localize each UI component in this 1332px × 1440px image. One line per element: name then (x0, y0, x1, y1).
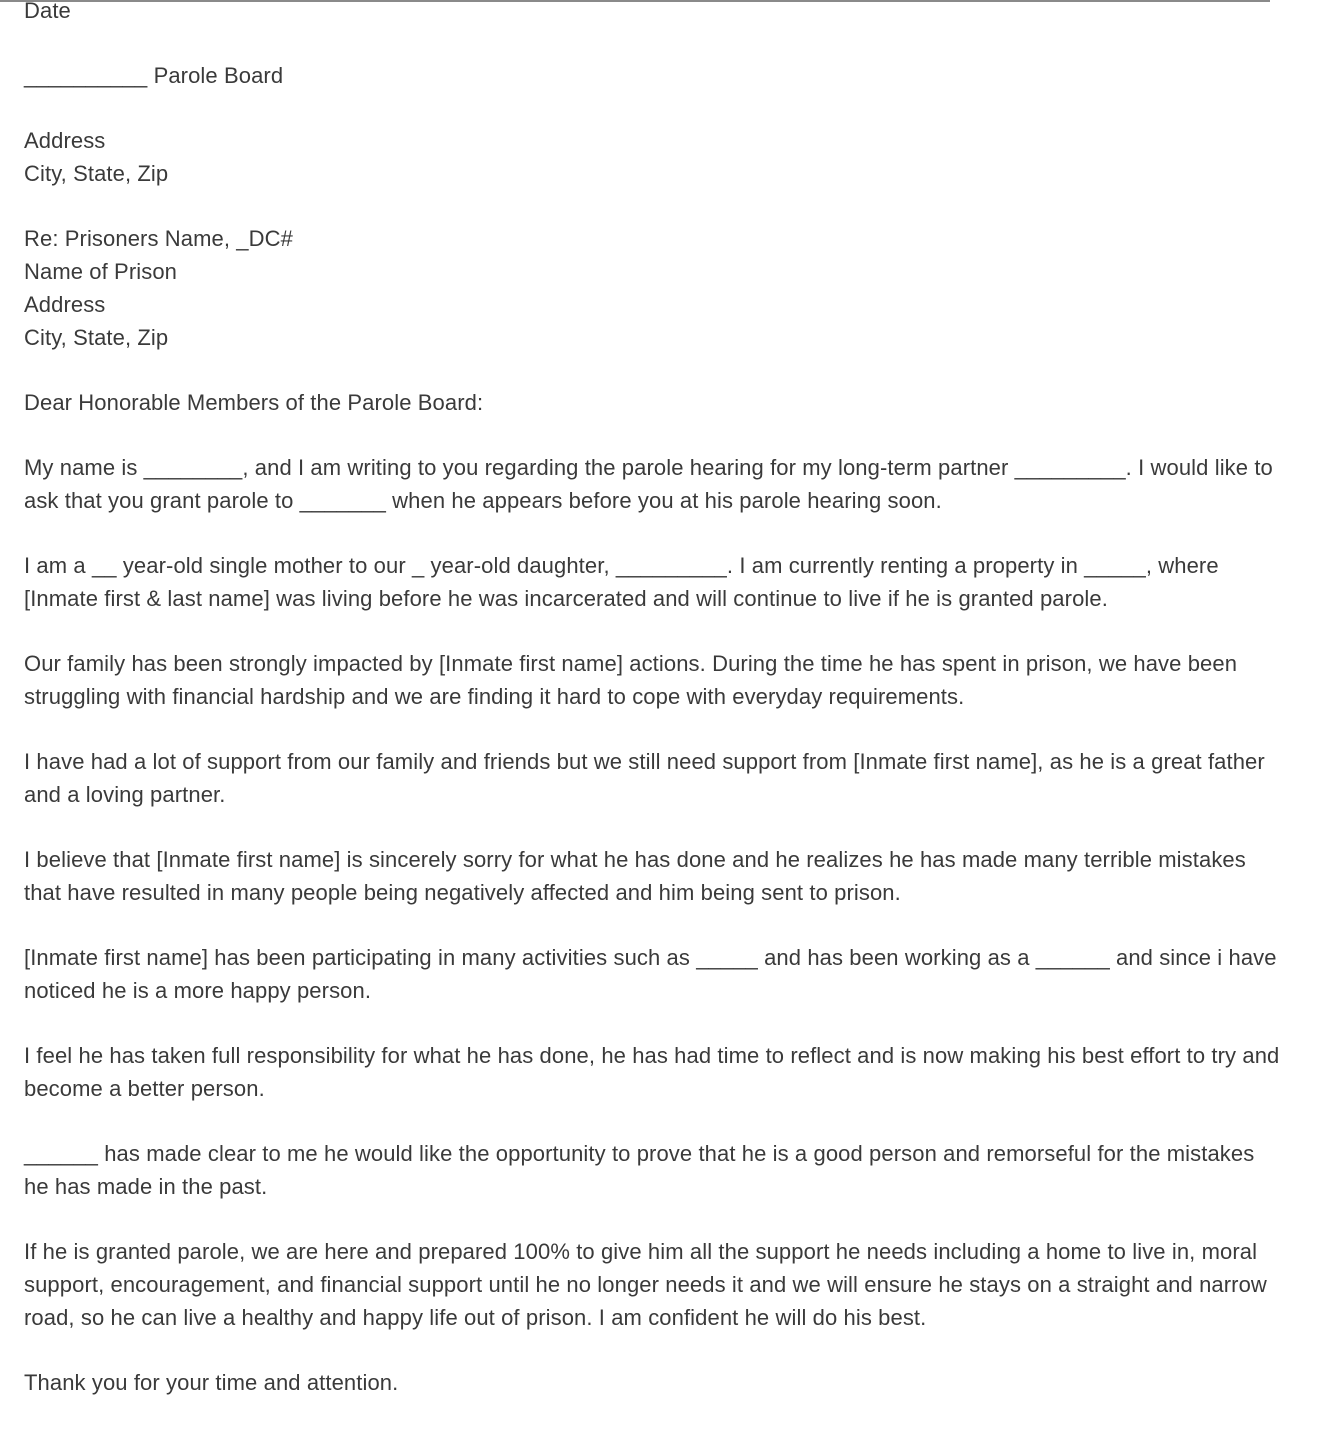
re-prison-name: Name of Prison (24, 259, 178, 284)
paragraph-family-situation: I am a __ year-old single mother to our _ year-old daughter, _________. I am currently renting a property in _____, where [Inmate first & last name] was living before he was incarcerated and will continue to live if he is granted parole. (24, 553, 1219, 611)
re-prisoner-line: Re: Prisoners Name, _DC# (24, 226, 293, 251)
board-address-block (24, 124, 1284, 190)
paragraph-commitment: If he is granted parole, we are here and prepared 100% to give him all the support he needs including a home to live in, moral support, encouragement, and financial support until he no longer needs it and we will ensure he stays on a straight and narrow road, so he can live a healthy and happy life out of prison. I am confident he will do his best. (24, 1239, 1267, 1330)
paragraph-activities: [Inmate first name] has been participating in many activities such as _____ and has been working as a ______ and since i have noticed he is a more happy person. (24, 945, 1277, 1003)
board-address: Address (24, 128, 106, 153)
board-city-state-zip: City, State, Zip (24, 161, 169, 186)
re-block (24, 222, 1284, 354)
paragraph-remorse: I believe that [Inmate first name] is sincerely sorry for what he has done and he realizes he has made many terrible mistakes that have resulted in many people being negatively affected and him being sent to prison. (24, 847, 1246, 905)
letter-body (24, 0, 1284, 1431)
paragraph-support: I have had a lot of support from our family and friends but we still need support from [Inmate first name], as he is a great father and a loving partner. (24, 749, 1265, 807)
re-prison-city-state-zip: City, State, Zip (24, 325, 169, 350)
paragraph-responsibility: I feel he has taken full responsibility for what he has done, he has had time to reflect and is now making his best effort to try and become a better person. (24, 1043, 1280, 1101)
paragraph-impact: Our family has been strongly impacted by [Inmate first name] actions. During the time he has spent in prison, we have been struggling with financial hardship and we are finding it hard to cope with everyday requirements. (24, 651, 1238, 709)
paragraph-opportunity: ______ has made clear to me he would like the opportunity to prove that he is a good person and remorseful for the mistakes he has made in the past. (24, 1141, 1255, 1199)
paragraph-introduction: My name is ________, and I am writing to you regarding the parole hearing for my long-term partner _________. I would like to ask that you grant parole to _______ when he appears before you at his parole hearing soon. (24, 455, 1273, 513)
re-prison-address: Address (24, 292, 106, 317)
parole-board-line: __________ Parole Board (24, 63, 284, 88)
salutation: Dear Honorable Members of the Parole Board: (24, 390, 484, 415)
date-line: Date (24, 0, 71, 23)
paragraph-closing: Thank you for your time and attention. (24, 1370, 399, 1395)
